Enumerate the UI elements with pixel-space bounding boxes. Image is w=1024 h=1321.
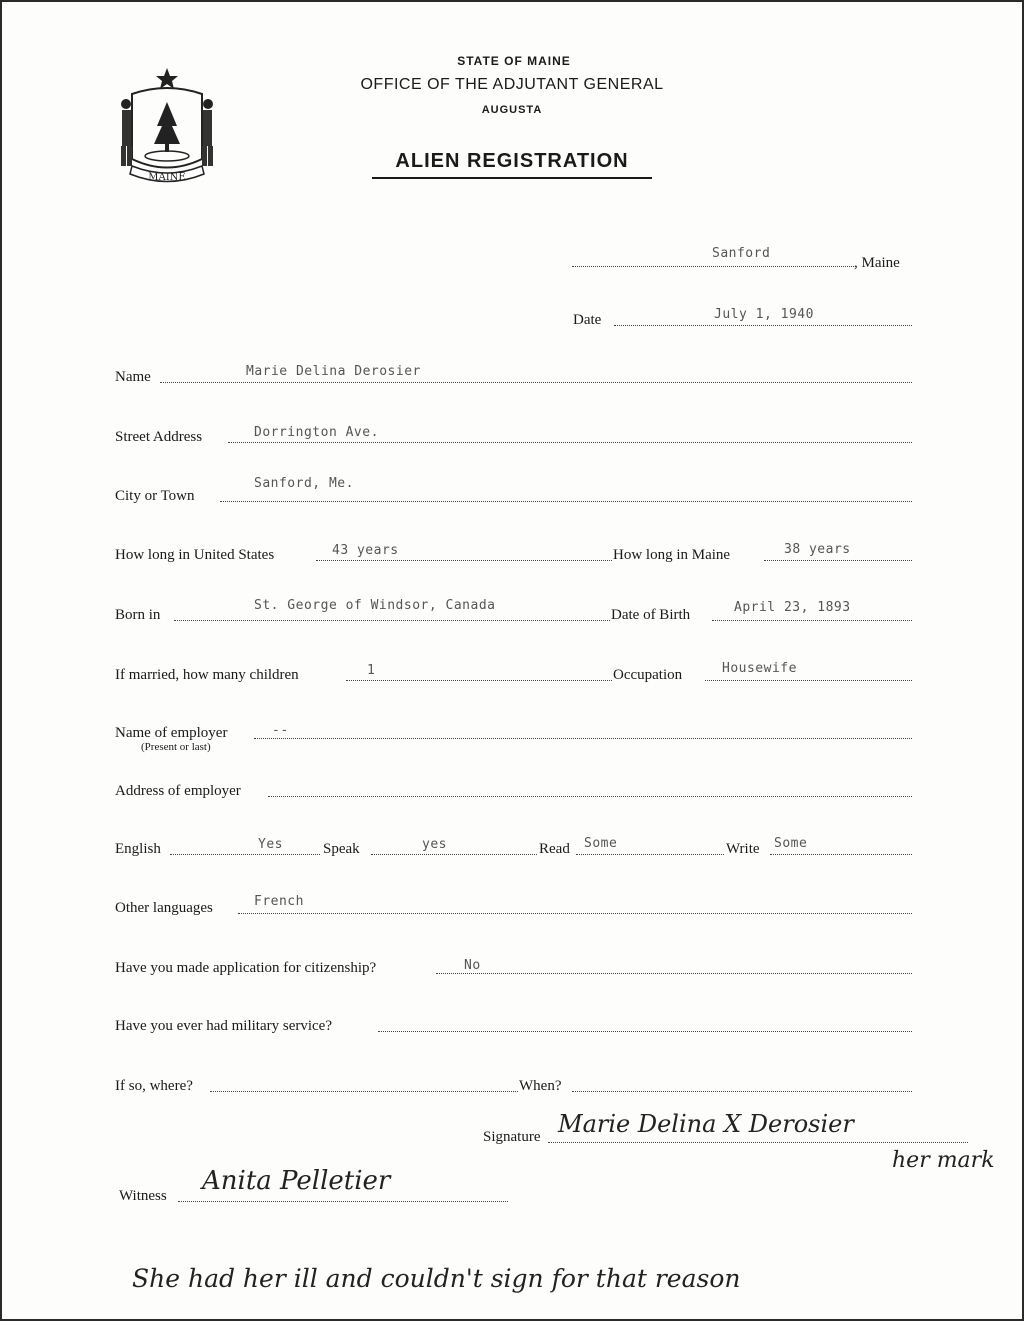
other-languages-line bbox=[238, 913, 912, 914]
citizenship-label: Have you made application for citizenship? bbox=[115, 960, 377, 976]
name-line bbox=[160, 382, 912, 383]
name-value[interactable]: Marie Delina Derosier bbox=[246, 364, 421, 379]
signature-line bbox=[548, 1142, 968, 1143]
city-heading: AUGUSTA bbox=[481, 104, 543, 116]
speak-label: Speak bbox=[323, 841, 360, 857]
office-heading: OFFICE OF THE ADJUTANT GENERAL bbox=[360, 76, 664, 93]
read-value[interactable]: Some bbox=[584, 836, 618, 851]
other-languages-label: Other languages bbox=[115, 900, 213, 916]
signature-value[interactable]: Marie Delina X Derosier bbox=[558, 1110, 854, 1138]
where-line bbox=[210, 1091, 518, 1092]
maine-duration-line bbox=[764, 560, 912, 561]
citizenship-line bbox=[436, 973, 912, 974]
us-duration-label: How long in United States bbox=[115, 547, 275, 563]
citizenship-value[interactable]: No bbox=[464, 958, 481, 973]
date-label: Date bbox=[573, 312, 602, 328]
english-line bbox=[170, 854, 320, 855]
born-label: Born in bbox=[115, 607, 161, 623]
children-label: If married, how many children bbox=[115, 667, 299, 683]
dob-line bbox=[712, 620, 912, 621]
read-line bbox=[576, 854, 724, 855]
employer-sublabel: (Present or last) bbox=[141, 741, 211, 753]
place-line bbox=[572, 266, 854, 267]
signature-mark: her mark bbox=[892, 1148, 995, 1173]
state-heading: STATE OF MAINE bbox=[457, 54, 571, 68]
date-line bbox=[614, 325, 912, 326]
employer-address-label: Address of employer bbox=[115, 783, 241, 799]
employer-label: Name of employer bbox=[115, 725, 228, 741]
city-value[interactable]: Sanford, Me. bbox=[254, 476, 354, 491]
occupation-label: Occupation bbox=[613, 667, 683, 683]
write-label: Write bbox=[726, 841, 760, 857]
english-label: English bbox=[115, 841, 161, 857]
maine-duration-label: How long in Maine bbox=[613, 547, 731, 563]
signature-label: Signature bbox=[483, 1129, 541, 1145]
children-value[interactable]: 1 bbox=[367, 663, 376, 678]
write-value[interactable]: Some bbox=[774, 836, 808, 851]
english-value[interactable]: Yes bbox=[258, 837, 283, 852]
name-label: Name bbox=[115, 369, 151, 385]
read-label: Read bbox=[539, 841, 570, 857]
write-line bbox=[770, 854, 912, 855]
employer-line bbox=[254, 738, 912, 739]
employer-address-line bbox=[268, 796, 912, 797]
form-title: ALIEN REGISTRATION bbox=[372, 150, 652, 179]
witness-label: Witness bbox=[119, 1188, 167, 1204]
occupation-line bbox=[705, 680, 912, 681]
other-languages-value[interactable]: French bbox=[254, 894, 304, 909]
occupation-value[interactable]: Housewife bbox=[722, 661, 797, 676]
born-line bbox=[174, 620, 610, 621]
employer-value[interactable]: -- bbox=[272, 723, 289, 738]
dob-label: Date of Birth bbox=[611, 607, 691, 623]
street-value[interactable]: Dorrington Ave. bbox=[254, 425, 379, 440]
when-label: When? bbox=[519, 1078, 562, 1094]
street-label: Street Address bbox=[115, 429, 203, 445]
military-line bbox=[378, 1031, 912, 1032]
us-duration-line bbox=[316, 560, 612, 561]
seal-text: MAINE bbox=[148, 172, 186, 183]
when-line bbox=[572, 1091, 912, 1092]
city-line bbox=[220, 501, 912, 502]
dob-value[interactable]: April 23, 1893 bbox=[734, 600, 851, 615]
witness-line bbox=[178, 1201, 508, 1202]
us-duration-value[interactable]: 43 years bbox=[332, 543, 399, 558]
children-line bbox=[346, 680, 612, 681]
handwritten-note: She had her ill and couldn't sign for that reason bbox=[132, 1264, 741, 1293]
place-label: , Maine bbox=[854, 255, 900, 271]
date-value[interactable]: July 1, 1940 bbox=[714, 307, 814, 322]
maine-duration-value[interactable]: 38 years bbox=[784, 542, 851, 557]
born-value[interactable]: St. George of Windsor, Canada bbox=[254, 598, 496, 613]
witness-value[interactable]: Anita Pelletier bbox=[202, 1166, 391, 1196]
military-label: Have you ever had military service? bbox=[115, 1018, 332, 1034]
speak-line bbox=[371, 854, 537, 855]
street-line bbox=[228, 442, 912, 443]
speak-value[interactable]: yes bbox=[422, 837, 447, 852]
city-label: City or Town bbox=[115, 488, 195, 504]
where-label: If so, where? bbox=[115, 1078, 193, 1094]
place-value[interactable]: Sanford bbox=[712, 246, 771, 261]
